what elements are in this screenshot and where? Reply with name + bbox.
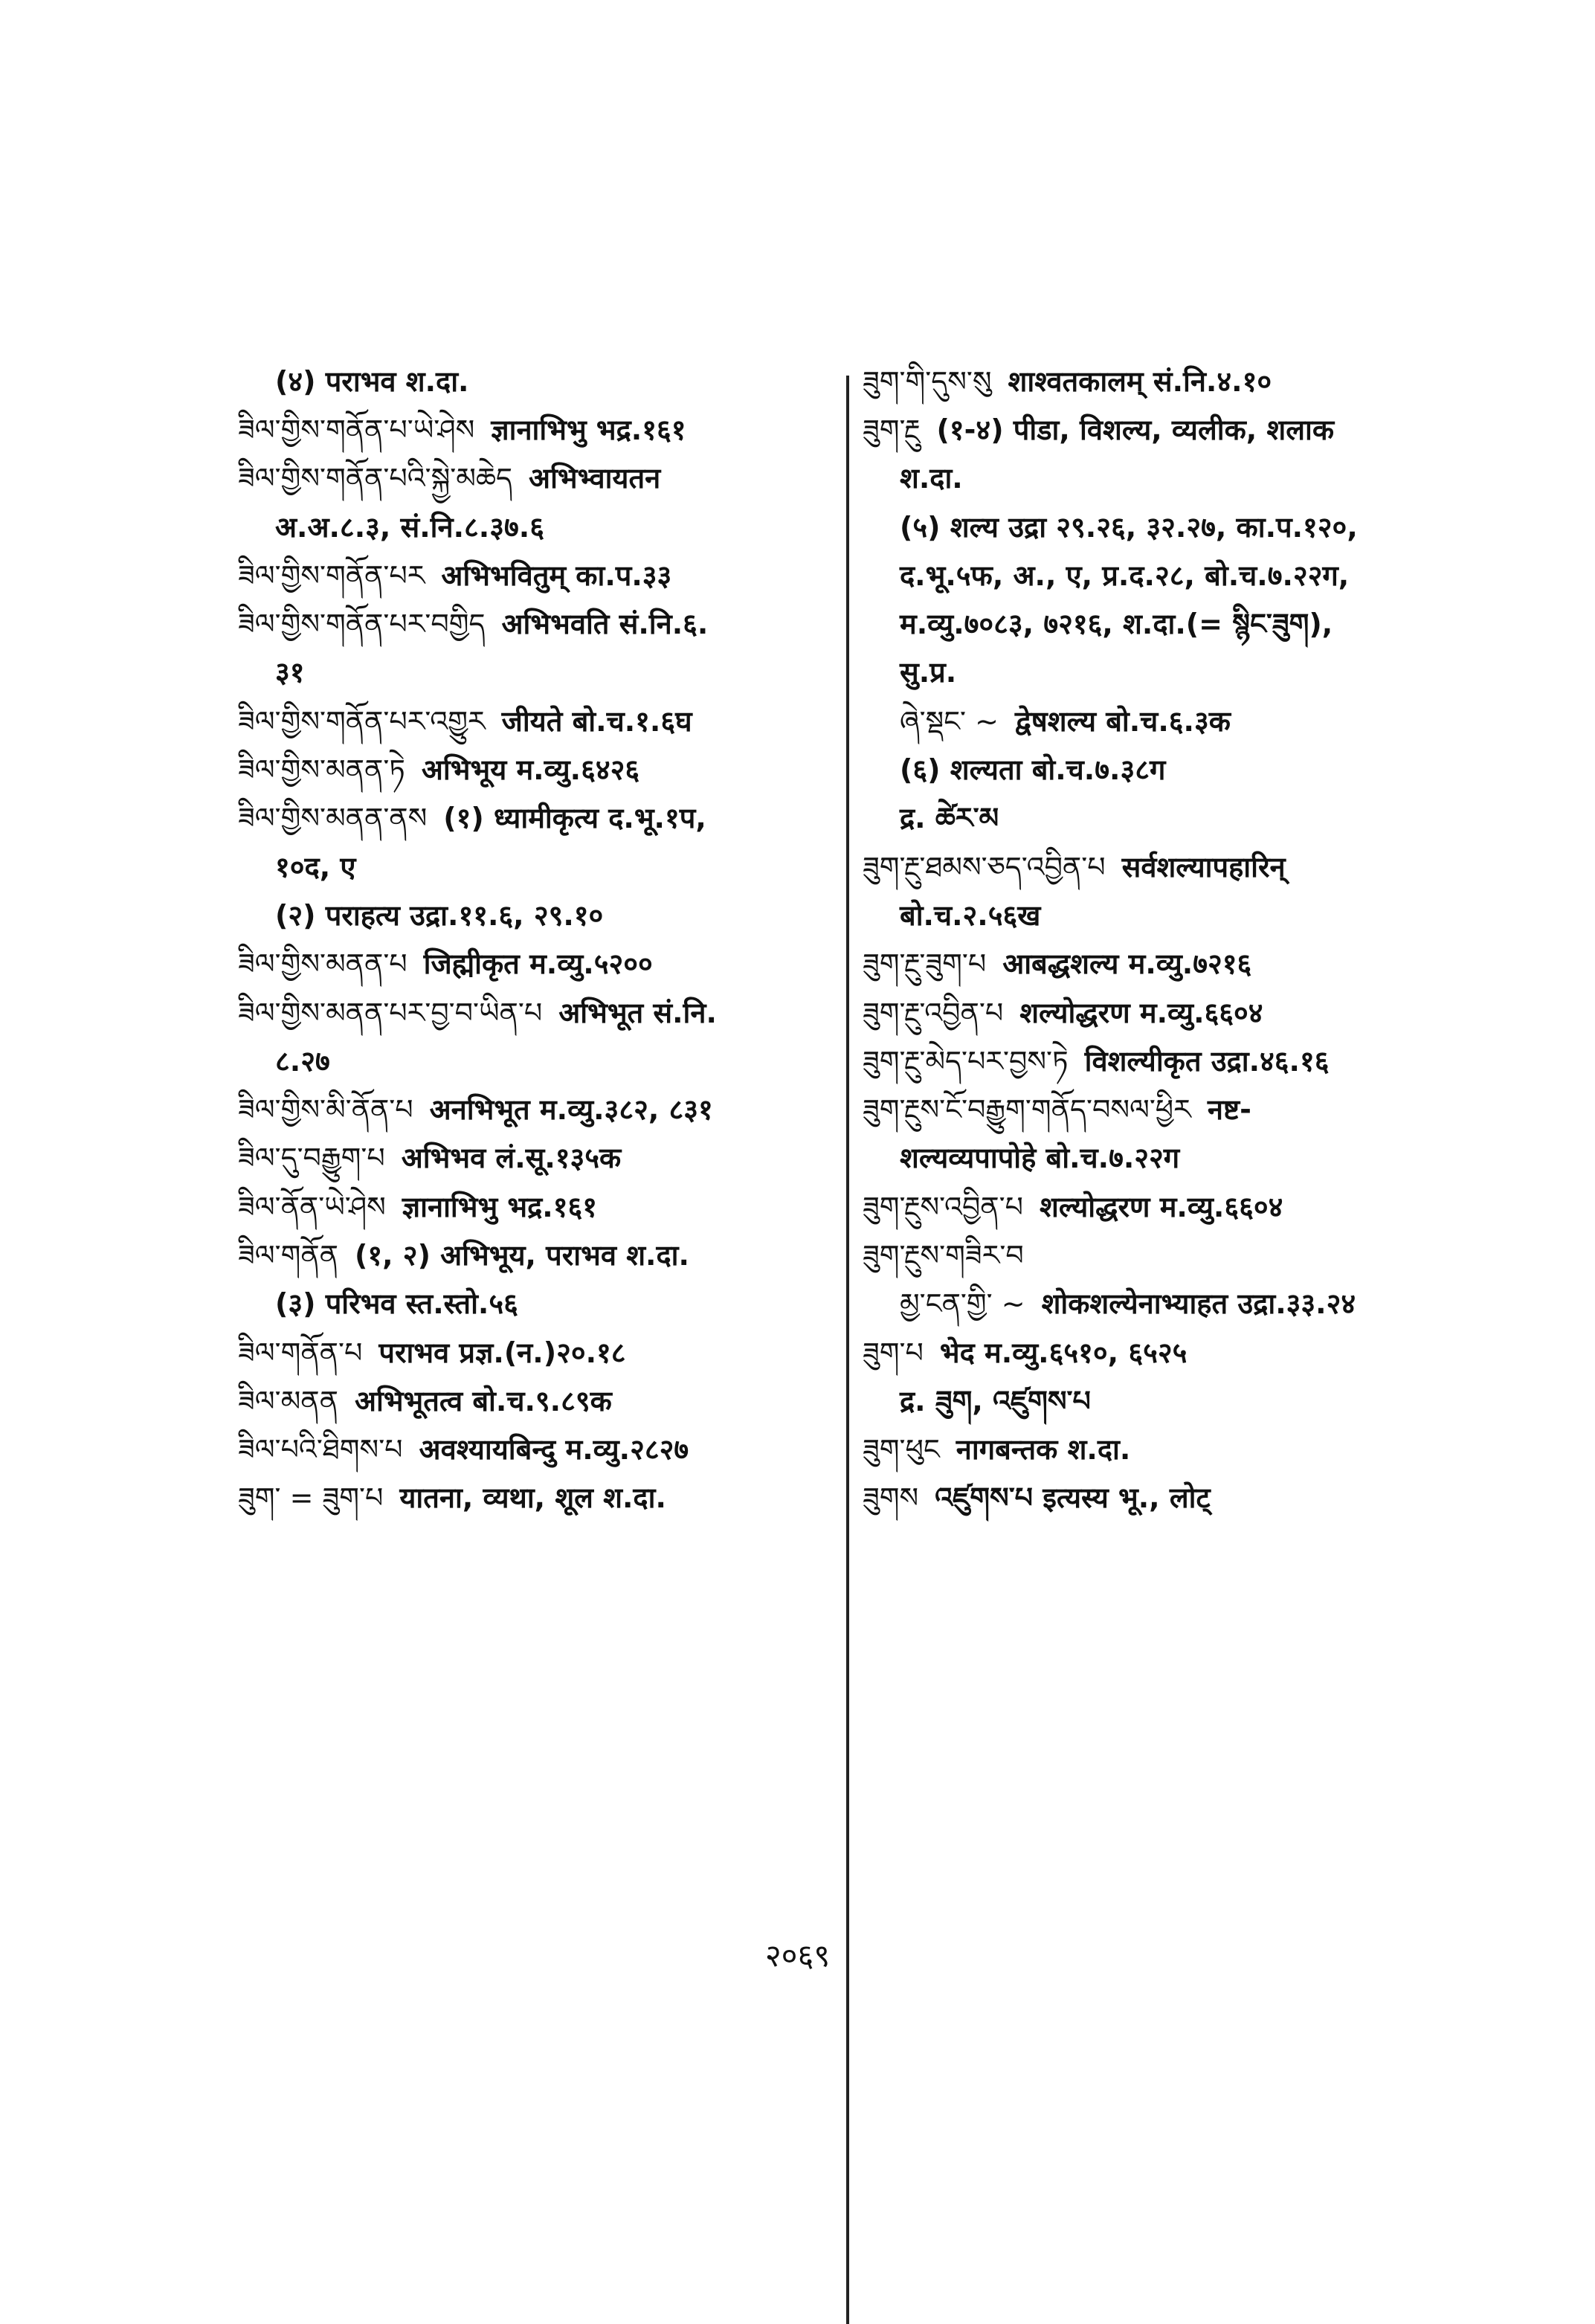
tibetan-headword: ཟིལ་གྱིས་གནོན་པར་བགྱིད	[238, 608, 486, 641]
dictionary-entry	[863, 1426, 1487, 1474]
entry-text: ज्ञानाभिभु भद्र.१६१	[402, 1190, 598, 1223]
tibetan-headword: ཟུག་རྔུ་ཟུག་པ	[863, 947, 987, 981]
dictionary-entry	[238, 1182, 818, 1231]
entry-text: १०द, ए	[275, 850, 356, 883]
entry-text: अभिभ्वायतन	[529, 462, 661, 495]
right-column	[863, 357, 1487, 1522]
tibetan-headword: ཟིལ་གནོན	[238, 1238, 339, 1272]
dictionary-entry	[238, 1474, 818, 1522]
entry-text: यातना, व्यथा, शूल श.दा.	[399, 1481, 666, 1515]
tibetan-headword: ཟུག་རྔུས་འབྱིན་པ	[863, 1190, 1023, 1223]
entry-text: म.व्यु.७०८३, ७२१६, श.दा.(= སྙིང་ཟུག),	[900, 608, 1333, 641]
tibetan-headword: ཟུག་རྔུ	[863, 413, 921, 446]
entry-text: शल्यव्यपापोहे बो.च.७.२२ग	[900, 1142, 1180, 1175]
page-number: २०६९	[764, 1937, 831, 1974]
left-column	[238, 357, 818, 1522]
tibetan-headword: ཟུག་གི་དུས་སུ	[863, 364, 992, 398]
dictionary-entry	[863, 843, 1487, 891]
entry-text: अनभिभूत म.व्यु.३८२, ८३१	[429, 1093, 713, 1127]
entry-text: श.दा.	[900, 462, 963, 495]
dictionary-entry	[863, 357, 1487, 405]
dictionary-entry	[863, 648, 1487, 697]
dictionary-entry	[238, 843, 818, 891]
tibetan-headword: ཟུག་རྔུ་འབྱིན་པ	[863, 996, 1004, 1029]
dictionary-entry	[863, 940, 1487, 988]
entry-text: नष्ट-	[1207, 1093, 1251, 1127]
dictionary-entry	[238, 599, 818, 648]
tibetan-headword: ཟུག་པ	[863, 1336, 924, 1369]
dictionary-entry	[863, 1037, 1487, 1085]
dictionary-entry	[863, 1328, 1487, 1377]
tibetan-headword: ཟིལ་མནན	[238, 1384, 338, 1417]
tibetan-headword: ཟིལ་ནོན་ཡེ་ཤེས	[238, 1190, 386, 1223]
dictionary-entry	[238, 1377, 818, 1425]
dictionary-entry	[863, 697, 1487, 745]
tibetan-headword: ཟིལ་གྱིས་གནོན་པའི་སྐྱེ་མཆེད	[238, 462, 513, 495]
tibetan-headword: ཟིལ་གྱིས་གནོན་པར	[238, 559, 425, 592]
entry-text: द.भू.५फ, अ., ए, प्र.द.२८, बो.च.७.२२ग,	[900, 559, 1350, 592]
dictionary-entry	[238, 1085, 818, 1133]
entry-text: नागबन्तक श.दा.	[956, 1433, 1131, 1467]
tibetan-headword: ཟིལ་གྱིས་གནོན་པར་འགྱུར	[238, 704, 486, 738]
dictionary-entry	[863, 1085, 1487, 1133]
entry-text: शोकशल्येनाभ्याहत उद्रा.३३.२४	[1041, 1287, 1356, 1321]
dictionary-entry	[238, 794, 818, 843]
entry-text: बो.च.२.५६ख	[900, 898, 1041, 932]
dictionary-entry	[863, 1474, 1487, 1522]
entry-text: जिह्मीकृत म.व्यु.५२००	[423, 947, 653, 981]
entry-text: शल्योद्धरण म.व्यु.६६०४	[1040, 1190, 1283, 1223]
entry-text: अभिभूत सं.नि.	[558, 996, 717, 1029]
entry-text: अ.अ.८.३, सं.नि.८.३७.६	[275, 510, 544, 544]
tibetan-headword: ཟུག་རྔུ་མེད་པར་བྱས་ཏེ	[863, 1044, 1069, 1078]
entry-text: (४) पराभव श.दा.	[275, 364, 469, 398]
entry-text: अवश्यायबिन्दु म.व्यु.२८२७	[419, 1433, 689, 1467]
dictionary-entry	[238, 745, 818, 794]
tibetan-headword: ཟིལ་གྱིས་མནན་པ	[238, 947, 407, 981]
dictionary-entry	[863, 503, 1487, 551]
dictionary-entry	[238, 648, 818, 697]
tibetan-headword: ཞེ་སྡང་ ~	[900, 704, 999, 738]
entry-text: (१, २) अभिभूय, पराभव श.दा.	[355, 1238, 689, 1272]
dictionary-entry	[863, 405, 1487, 454]
entry-text: शाश्वतकालम् सं.नि.४.१०	[1008, 364, 1272, 398]
dictionary-entry	[863, 745, 1487, 794]
entry-text: भेद म.व्यु.६५१०, ६५२५	[939, 1336, 1188, 1369]
entry-text: འཛུགས་པ इत्यस्य भू., लोट्	[935, 1481, 1211, 1515]
dictionary-entry	[863, 1280, 1487, 1328]
dictionary-entry	[863, 1182, 1487, 1231]
dictionary-entry	[863, 891, 1487, 939]
dictionary-entry	[238, 1280, 818, 1328]
entry-text: (५) शल्य उद्रा २९.२६, ३२.२७, का.प.१२०,	[900, 510, 1358, 544]
tibetan-headword: ཟུག་རྔུས་གཟིར་བ	[863, 1238, 1024, 1272]
entry-text: पराभव प्रज्ञ.(न.)२०.१८	[378, 1336, 626, 1369]
entry-text: अभिभूय म.व्यु.६४२६	[421, 753, 640, 787]
dictionary-entry	[238, 503, 818, 551]
entry-text: आबद्धशल्य म.व्यु.७२१६	[1002, 947, 1252, 981]
tibetan-headword: ཟུག་རྔུས་ངོ་བརྒྱུག་གནོད་བསལ་ཕྱིར	[863, 1093, 1191, 1127]
entry-text: द्वेषशल्य बो.च.६.३क	[1014, 704, 1231, 738]
entry-text: सु.प्र.	[900, 656, 957, 689]
dictionary-entry	[238, 551, 818, 599]
entry-text: द्र. ཟུག, འཛུགས་པ	[900, 1384, 1091, 1417]
tibetan-headword: ཟུག་རྔུ་ཐམས་ཅད་འབྱིན་པ	[863, 850, 1106, 883]
entry-text: अभिभूतत्व बो.च.९.८९क	[354, 1384, 612, 1417]
tibetan-headword: ཟིལ་པའི་ཐིགས་པ	[238, 1433, 403, 1467]
dictionary-entry	[238, 1134, 818, 1182]
dictionary-entry	[238, 891, 818, 939]
column-divider	[846, 376, 849, 2324]
entry-text: ८.२७	[275, 1044, 330, 1078]
entry-text: जीयते बो.च.१.६घ	[501, 704, 692, 738]
entry-text: ३१	[275, 656, 305, 689]
dictionary-entry	[238, 1037, 818, 1085]
dictionary-entry	[863, 988, 1487, 1037]
dictionary-entry	[863, 794, 1487, 843]
tibetan-headword: ཟིལ་གྱིས་མནན་ནས	[238, 802, 428, 835]
dictionary-entry	[238, 940, 818, 988]
dictionary-entry	[238, 454, 818, 503]
entry-text: विशल्यीकृत उद्रा.४६.१६	[1084, 1044, 1330, 1078]
dictionary-entry	[238, 988, 818, 1037]
entry-text: अभिभवति सं.नि.६.	[501, 608, 709, 641]
dictionary-entry	[238, 697, 818, 745]
tibetan-headword: ཟིལ་གྱིས་མི་ནོན་པ	[238, 1093, 413, 1127]
dictionary-entry	[238, 1231, 818, 1279]
entry-text: ज्ञानाभिभु भद्र.१६१	[491, 413, 686, 446]
entry-text: द्र. ཚེར་མ	[900, 802, 999, 835]
dictionary-entry	[863, 1231, 1487, 1279]
entry-text: सर्वशल्यापहारिन्	[1121, 850, 1286, 883]
entry-text: (३) परिभव स्त.स्तो.५६	[275, 1287, 518, 1321]
dictionary-entry	[238, 1426, 818, 1474]
dictionary-entry	[863, 599, 1487, 648]
dictionary-entry	[863, 1134, 1487, 1182]
entry-text: (६) शल्यता बो.च.७.३८ग	[900, 753, 1166, 787]
tibetan-headword: ཟུག་ = ཟུག་པ	[238, 1481, 384, 1515]
dictionary-entry	[863, 1377, 1487, 1425]
dictionary-entry	[863, 551, 1487, 599]
entry-text: शल्योद्धरण म.व्यु.६६०४	[1019, 996, 1263, 1029]
dictionary-entry	[863, 454, 1487, 503]
tibetan-headword: ཟུགས	[863, 1481, 919, 1515]
tibetan-headword: ཟིལ་དུ་བརྒྱུག་པ	[238, 1142, 385, 1175]
tibetan-headword: ཟིལ་གྱིས་མནན་ཏེ	[238, 753, 405, 787]
entry-text: (१-४) पीडा, विशल्य, व्यलीक, शलाक	[936, 413, 1335, 446]
tibetan-headword: ཟིལ་གནོན་པ	[238, 1336, 363, 1369]
entry-text: अभिभव लं.सू.१३५क	[401, 1142, 622, 1175]
dictionary-entry	[238, 405, 818, 454]
entry-text: (२) पराहत्य उद्रा.११.६, २९.१०	[275, 898, 604, 932]
entry-text: (१) ध्यामीकृत्य द.भू.१प,	[443, 802, 706, 835]
tibetan-headword: ཟིལ་གྱིས་གནོན་པ་ཡེ་ཤེས	[238, 413, 475, 446]
dictionary-entry	[238, 357, 818, 405]
tibetan-headword: ཟུག་ཕུང	[863, 1433, 940, 1467]
tibetan-headword: ཟིལ་གྱིས་མནན་པར་བྱ་བ་ཡིན་པ	[238, 996, 543, 1029]
entry-text: अभिभवितुम् का.प.३३	[441, 559, 672, 592]
dictionary-entry	[238, 1328, 818, 1377]
tibetan-headword: མྱ་ངན་གྱི་ ~	[900, 1287, 1025, 1321]
